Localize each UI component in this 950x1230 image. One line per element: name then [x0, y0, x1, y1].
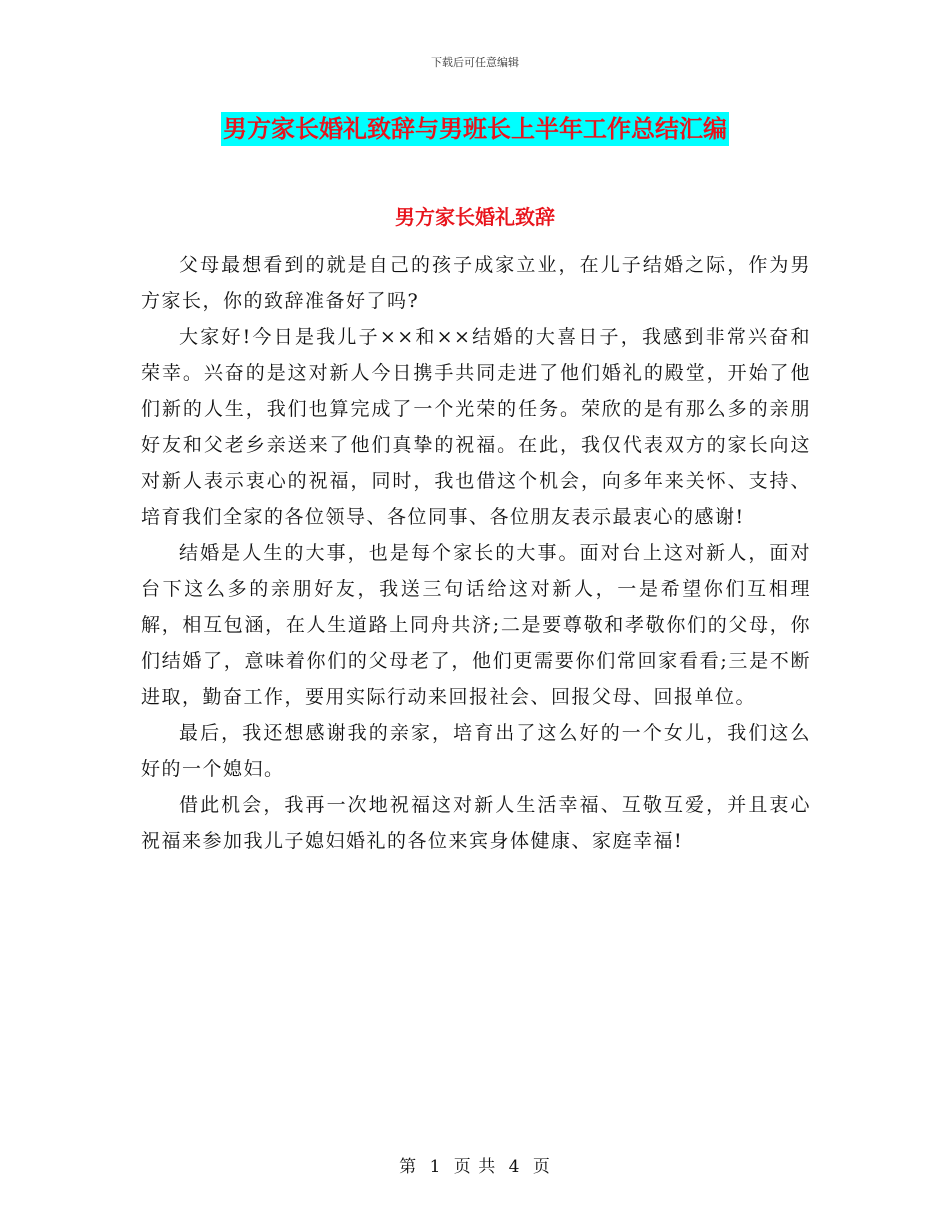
- document-title-container: [0, 112, 950, 146]
- paragraph-5: 借此机会，我再一次地祝福这对新人生活幸福、互敬互爱，并且衷心祝福来参加我儿子媳妇婚礼的各位来宾身体健康、家庭幸福!: [141, 794, 811, 852]
- paragraph-3: 结婚是人生的大事，也是每个家长的大事。面对台上这对新人，面对台下这么多的亲朋好友，我送三句话给这对新人，一是希望你们互相理解，相互包涵，在人生道路上同舟共济;二是要尊敬和孝敬你们的父母，你们结婚了，意味着你们的父母老了，他们更需要你们常回家看看;三是不断进取，勤奋工作，要用实际行动来回报社会、回报父母、回报单位。: [141, 542, 811, 708]
- footer-page-middle: 页 共: [453, 1157, 497, 1177]
- footer-page-suffix: 页: [532, 1157, 551, 1177]
- document-title: 男方家长婚礼致辞与男班长上半年工作总结汇编: [221, 112, 729, 146]
- paragraph-2: 大家好!今日是我儿子××和××结婚的大喜日子，我感到非常兴奋和荣幸。兴奋的是这对新人今日携手共同走进了他们婚礼的殿堂，开始了他们新的人生，我们也算完成了一个光荣的任务。荣欣的是有那么多的亲朋好友和父老乡亲送来了他们真挚的祝福。在此，我仅代表双方的家长向这对新人表示衷心的祝福，同时，我也借这个机会，向多年来关怀、支持、培育我们全家的各位领导、各位同事、各位朋友表示最衷心的感谢!: [141, 326, 811, 528]
- footer-page-prefix: 第: [399, 1157, 418, 1177]
- section-title: 男方家长婚礼致辞: [395, 205, 555, 229]
- footer-total-pages: 4: [508, 1157, 521, 1177]
- header-note: 下载后可任意编辑: [431, 56, 519, 69]
- page-footer: [0, 1152, 950, 1177]
- footer-page-number: 1: [429, 1157, 442, 1177]
- document-body: [141, 247, 811, 859]
- paragraph-4: 最后，我还想感谢我的亲家，培育出了这么好的一个女儿，我们这么好的一个媳妇。: [141, 722, 811, 780]
- paragraph-1: 父母最想看到的就是自己的孩子成家立业，在儿子结婚之际，作为男方家长，你的致辞准备好了吗?: [141, 254, 811, 312]
